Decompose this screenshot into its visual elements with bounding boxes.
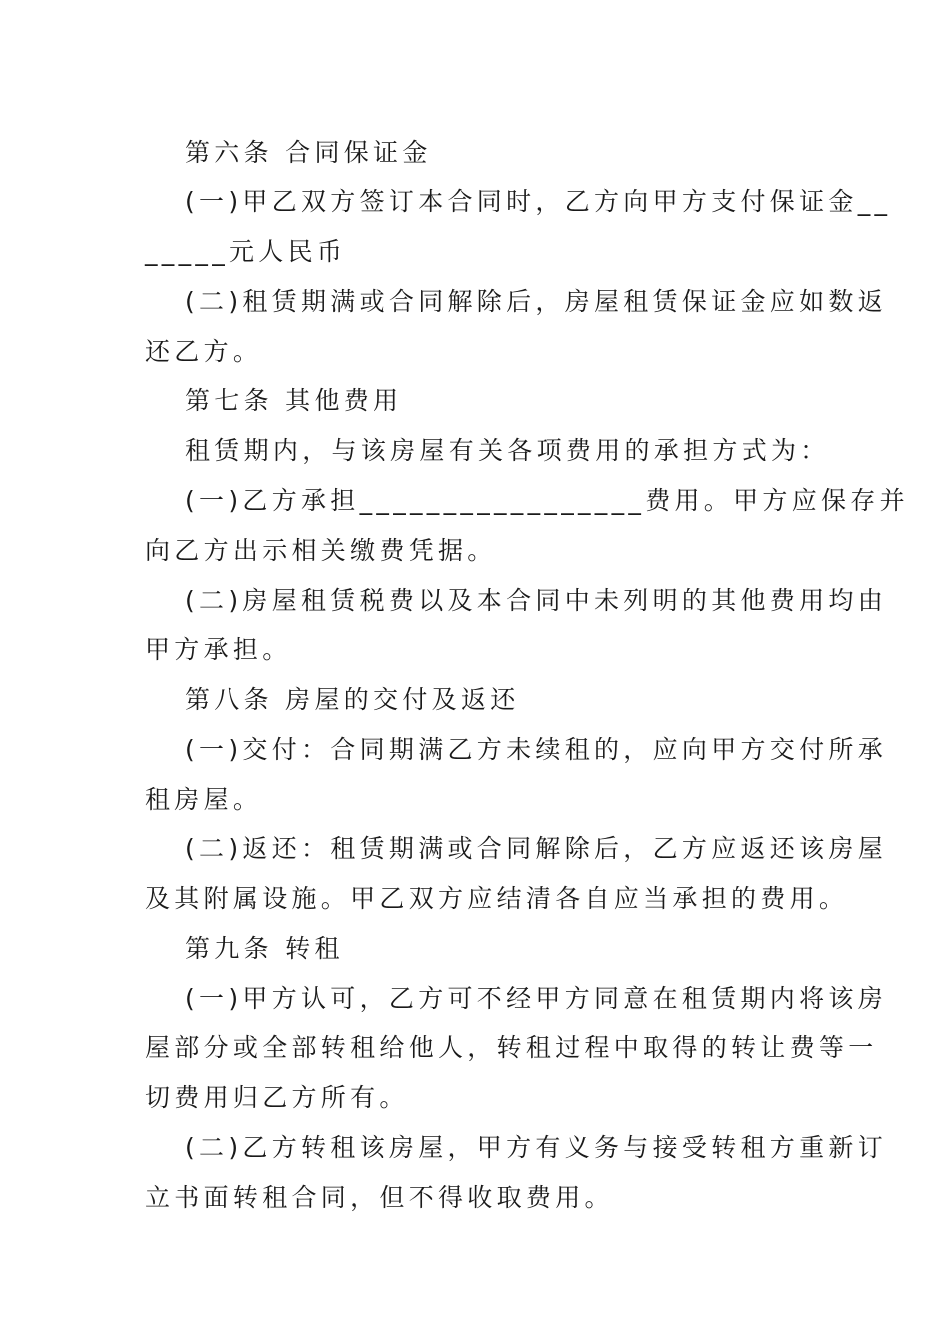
article-9-clause-2: (二)乙方转租该房屋，甲方有义务与接受转租方重新订 <box>185 1133 888 1162</box>
article-9-clause-1-cont-a: 屋部分或全部转租给他人，转租过程中取得的转让费等一 <box>145 1033 878 1062</box>
article-7-heading: 第七条 其他费用 <box>185 386 403 415</box>
article-6-clause-1-cont: _____元人民币 <box>145 237 347 266</box>
article-6-heading: 第六条 合同保证金 <box>185 138 432 167</box>
article-8-heading: 第八条 房屋的交付及返还 <box>185 685 520 714</box>
article-7-clause-2: (二)房屋租赁税费以及本合同中未列明的其他费用均由 <box>185 586 888 615</box>
article-8-clause-2: (二)返还：租赁期满或合同解除后，乙方应返还该房屋 <box>185 834 888 863</box>
article-8-clause-1-cont: 租房屋。 <box>145 785 263 814</box>
article-9-clause-1: (一)甲方认可，乙方可不经甲方同意在租赁期内将该房 <box>185 984 888 1013</box>
article-8-clause-2-cont: 及其附属设施。甲乙双方应结清各自应当承担的费用。 <box>145 884 849 913</box>
article-6-clause-1: (一)甲乙双方签订本合同时，乙方向甲方支付保证金__ <box>185 187 892 216</box>
article-7-clause-1-cont: 向乙方出示相关缴费凭据。 <box>145 536 497 565</box>
article-7-intro: 租赁期内，与该房屋有关各项费用的承担方式为： <box>185 436 830 465</box>
article-7-clause-2-cont: 甲方承担。 <box>145 635 292 664</box>
article-6-clause-2: (二)租赁期满或合同解除后，房屋租赁保证金应如数返 <box>185 287 888 316</box>
article-8-clause-1: (一)交付：合同期满乙方未续租的，应向甲方交付所承 <box>185 735 888 764</box>
article-6-clause-2-cont: 还乙方。 <box>145 337 263 366</box>
article-9-clause-1-cont-b: 切费用归乙方所有。 <box>145 1083 409 1112</box>
article-7-clause-1: (一)乙方承担_________________费用。甲方应保存并 <box>185 486 909 515</box>
article-9-clause-2-cont: 立书面转租合同，但不得收取费用。 <box>145 1183 614 1212</box>
article-9-heading: 第九条 转租 <box>185 934 344 963</box>
